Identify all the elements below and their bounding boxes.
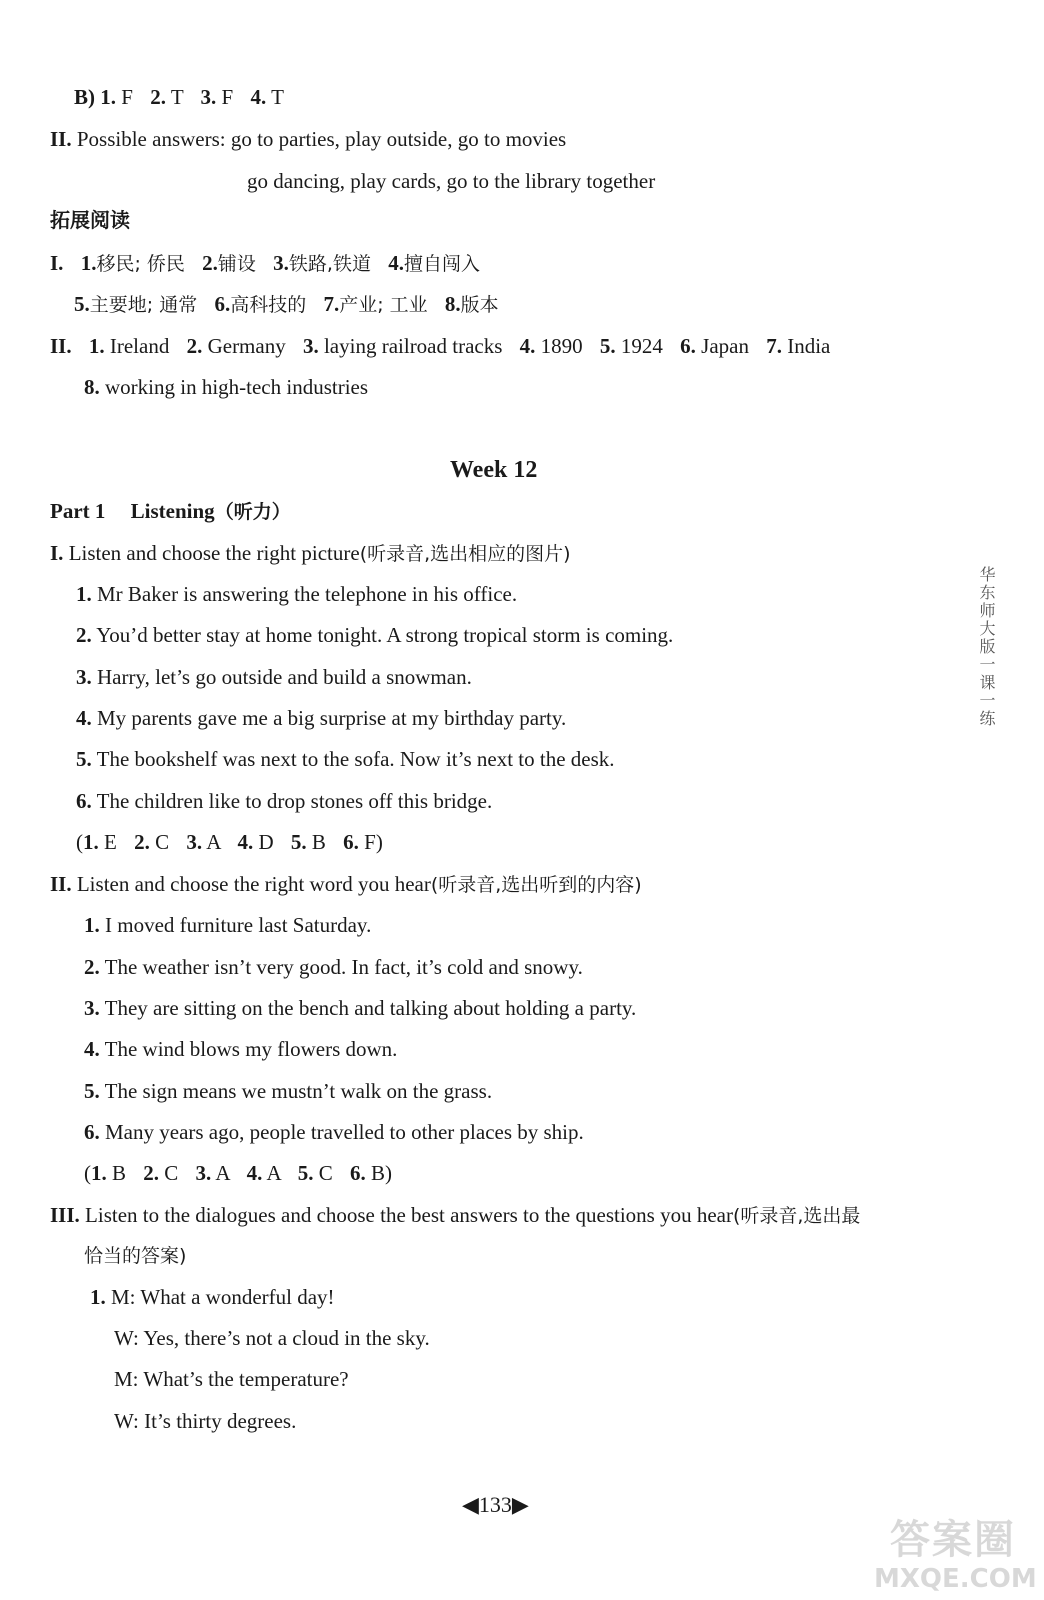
answer-text: 铺设 [217, 253, 256, 275]
item-text: Many years ago, people travelled to other places by ship. [105, 1120, 584, 1144]
ext-part1-row1 [50, 248, 480, 279]
item-text: I moved furniture last Saturday. [105, 913, 372, 937]
part-title: Listening [130, 499, 215, 523]
answer: C [318, 1161, 333, 1185]
list-item [84, 1034, 397, 1064]
list-item [76, 620, 673, 650]
item-num: 7. [766, 334, 782, 358]
item-text: The bookshelf was next to the sofa. Now it’s next to the desk. [96, 747, 615, 771]
section-instruction-cn: (听录音,选出听到的内容) [430, 874, 642, 896]
answer: T [170, 85, 184, 109]
answer: B [311, 830, 326, 854]
item-num: 2. [150, 85, 166, 109]
item-num: 1. [100, 85, 116, 109]
item-text: You’d better stay at home tonight. A strong tropical storm is coming. [96, 623, 674, 647]
item-num: 1. [84, 913, 100, 937]
list-item [84, 1117, 584, 1147]
item-num: 6. [680, 334, 696, 358]
ext-part2-row2 [84, 372, 368, 402]
item-num: 1. [83, 830, 99, 854]
section-instruction-cn: (听录音,选出相应的图片) [359, 543, 571, 565]
section-instruction: Listen and choose the right picture [68, 541, 360, 565]
ext-part1-row2 [74, 289, 499, 320]
item-num: 6. [350, 1161, 366, 1185]
part-title-cn: （听力） [214, 501, 291, 523]
answer-text: 擅自闯入 [403, 253, 480, 275]
answer: E [104, 830, 117, 854]
item-num: 2. [76, 623, 92, 647]
paren: ) [385, 1161, 393, 1185]
week-title: Week 12 [450, 457, 538, 483]
page-number: ◀133▶ [462, 1492, 529, 1517]
item-text: Harry, let’s go outside and build a snowman. [97, 665, 472, 689]
part1-heading [50, 496, 291, 527]
section-label: I. [50, 251, 64, 275]
item-num: 4. [76, 706, 92, 730]
answer-text: 移民; 侨民 [96, 253, 185, 275]
list-item [84, 910, 371, 940]
dialogue-line: M: What’s the temperature? [114, 1367, 349, 1391]
answer-text: Japan [701, 334, 749, 358]
possible-answers-line1 [50, 124, 566, 154]
sec2-answers [84, 1158, 392, 1188]
answer-text: Germany [207, 334, 286, 358]
item-num: 1. [80, 251, 97, 275]
sec3-heading-cont: 恰当的答案) [84, 1245, 187, 1267]
possible-answers-line2: go dancing, play cards, go to the library together [247, 169, 656, 193]
sec1-answers [76, 827, 383, 857]
answer-text: 版本 [460, 294, 499, 316]
item-text: Mr Baker is answering the telephone in his office. [97, 582, 518, 606]
dialogue-line [90, 1282, 335, 1312]
answer: B [371, 1161, 386, 1185]
answer: F [221, 85, 234, 109]
item-num: 6. [343, 830, 359, 854]
item-num: 1. [76, 582, 92, 606]
answer-text: working in high-tech industries [105, 375, 369, 399]
sec2-heading [50, 869, 642, 900]
answer: T [271, 85, 284, 109]
answer: C [155, 830, 170, 854]
answer-text: Ireland [109, 334, 170, 358]
item-num: 5. [84, 1079, 100, 1103]
section-label: III. [50, 1203, 80, 1227]
item-num: 6. [84, 1120, 100, 1144]
answer: A [215, 1161, 230, 1185]
list-item [76, 703, 566, 733]
item-num: 6. [76, 789, 92, 813]
item-num: 3. [302, 334, 319, 358]
answer: F [121, 85, 133, 109]
item-num: 3. [76, 665, 92, 689]
item-num: 8. [444, 292, 461, 316]
item-num: 4. [519, 334, 536, 358]
item-num: 1. [91, 1161, 107, 1185]
extended-reading-heading: 拓展阅读 [50, 208, 130, 232]
list-item [84, 993, 636, 1023]
item-num: 6. [214, 292, 231, 316]
item-num: 4. [250, 85, 267, 109]
sec3-heading [50, 1200, 860, 1231]
b-answers-line [74, 82, 284, 112]
answer: B [112, 1161, 127, 1185]
item-num: 1. [88, 334, 105, 358]
section-label: I. [50, 541, 64, 565]
item-num: 2. [202, 251, 218, 275]
item-num: 5. [297, 1161, 314, 1185]
paren: ) [375, 830, 383, 854]
answer-text: 1924 [620, 334, 663, 358]
paren: ( [76, 830, 83, 854]
b-label: B) [74, 85, 95, 109]
answer: A [206, 830, 221, 854]
dialogue-line: W: It’s thirty degrees. [114, 1409, 297, 1433]
item-text: My parents gave me a big surprise at my birthday party. [97, 706, 567, 730]
section-instruction-cn: (听录音,选出最 [732, 1205, 861, 1227]
dialogue-text: M: What a wonderful day! [111, 1285, 335, 1309]
watermark-top: 答案圈 [890, 1517, 1016, 1563]
item-num: 4. [84, 1037, 100, 1061]
list-item [84, 952, 583, 982]
item-num: 2. [186, 334, 203, 358]
answer: F [364, 830, 376, 854]
sec1-heading [50, 538, 571, 569]
item-num: 2. [143, 1161, 160, 1185]
answer-text: 产业; 工业 [339, 294, 428, 316]
item-num: 4. [237, 830, 254, 854]
item-text: The weather isn’t very good. In fact, it’s cold and snowy. [104, 955, 583, 979]
item-num: 5. [599, 334, 616, 358]
dialogue-line: W: Yes, there’s not a cloud in the sky. [114, 1326, 430, 1350]
answer-text: 铁路,铁道 [288, 253, 371, 275]
item-num: 5. [76, 747, 92, 771]
item-num: 8. [84, 375, 100, 399]
item-text: They are sitting on the bench and talking about holding a party. [104, 996, 637, 1020]
item-num: 3. [195, 1161, 212, 1185]
list-item [76, 744, 615, 774]
item-text: The wind blows my flowers down. [104, 1037, 398, 1061]
item-num: 1. [90, 1285, 106, 1309]
possible-answers-text: Possible answers: go to parties, play outside, go to movies [76, 127, 567, 151]
list-item [76, 786, 492, 816]
section-instruction: Listen and choose the right word you hear [76, 872, 431, 896]
answer: A [266, 1161, 281, 1185]
item-num: 2. [84, 955, 100, 979]
answer: C [164, 1161, 179, 1185]
answer: D [258, 830, 274, 854]
item-num: 5. [74, 292, 90, 316]
watermark-logo [868, 1508, 1038, 1596]
list-item [84, 1076, 492, 1106]
answer-text: laying railroad tracks [323, 334, 503, 358]
answer-text: 高科技的 [230, 294, 307, 316]
section-label: II. [50, 127, 72, 151]
item-num: 2. [134, 830, 150, 854]
list-item [76, 579, 517, 609]
ext-part2-row1 [50, 331, 830, 361]
section-instruction: Listen to the dialogues and choose the best answers to the questions you hear [85, 1203, 733, 1227]
item-num: 3. [186, 830, 203, 854]
side-series-label: 华东师大版一课一练 [977, 566, 996, 728]
part-label: Part 1 [50, 499, 106, 523]
answer-text: India [787, 334, 831, 358]
item-num: 4. [246, 1161, 263, 1185]
item-num: 3. [84, 996, 100, 1020]
item-num: 7. [323, 292, 340, 316]
answer-text: 主要地; 通常 [89, 294, 198, 316]
section-label: II. [50, 872, 72, 896]
watermark-bottom: MXQE.COM [874, 1564, 1037, 1594]
item-num: 3. [200, 85, 217, 109]
paren: ( [84, 1161, 91, 1185]
item-num: 4. [388, 251, 404, 275]
item-num: 3. [273, 251, 289, 275]
item-text: The children like to drop stones off this bridge. [96, 789, 493, 813]
item-text: The sign means we mustn’t walk on the grass. [104, 1079, 493, 1103]
section-label: II. [50, 334, 72, 358]
answer-text: 1890 [540, 334, 583, 358]
list-item [76, 662, 472, 692]
item-num: 5. [290, 830, 307, 854]
